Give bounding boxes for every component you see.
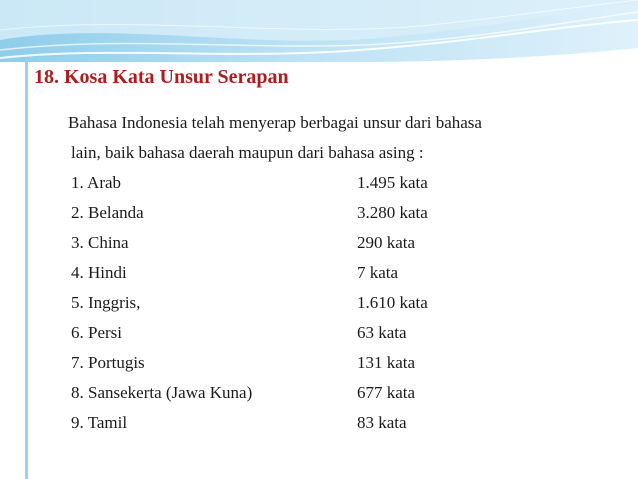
language-name: 6. Persi [71, 323, 122, 342]
list-item [71, 228, 491, 258]
loanword-list [71, 168, 491, 438]
language-name: 2. Belanda [71, 203, 144, 222]
list-item [71, 258, 491, 288]
header-wave-decoration [0, 0, 638, 62]
word-count: 3.280 kata [357, 203, 428, 222]
language-name: 9. Tamil [71, 413, 128, 432]
language-name: 1. Arab [71, 173, 122, 192]
word-count: 7 kata [357, 263, 399, 282]
intro-paragraph [68, 108, 608, 168]
intro-line-1: Bahasa Indonesia telah menyerap berbagai unsur dari bahasa [68, 113, 482, 132]
list-item [71, 318, 491, 348]
language-name: 5. Inggris, [71, 293, 141, 312]
language-name: 8. Sansekerta (Jawa Kuna) [71, 383, 253, 402]
list-item [71, 168, 491, 198]
word-count: 83 kata [357, 413, 407, 432]
word-count: 1.610 kata [357, 293, 428, 312]
language-name: 3. China [71, 233, 129, 252]
word-count: 290 kata [357, 233, 416, 252]
language-name: 4. Hindi [71, 263, 127, 282]
slide-title: 18. Kosa Kata Unsur Serapan [34, 66, 289, 88]
list-item [71, 348, 491, 378]
word-count: 677 kata [357, 383, 416, 402]
left-accent-rule [25, 62, 28, 479]
word-count: 1.495 kata [357, 173, 428, 192]
list-item [71, 288, 491, 318]
word-count: 63 kata [357, 323, 407, 342]
list-item [71, 408, 491, 438]
list-item [71, 378, 491, 408]
list-item [71, 198, 491, 228]
word-count: 131 kata [357, 353, 416, 372]
intro-line-2: lain, baik bahasa daerah maupun dari bahasa asing : [71, 143, 424, 162]
language-name: 7. Portugis [71, 353, 145, 372]
